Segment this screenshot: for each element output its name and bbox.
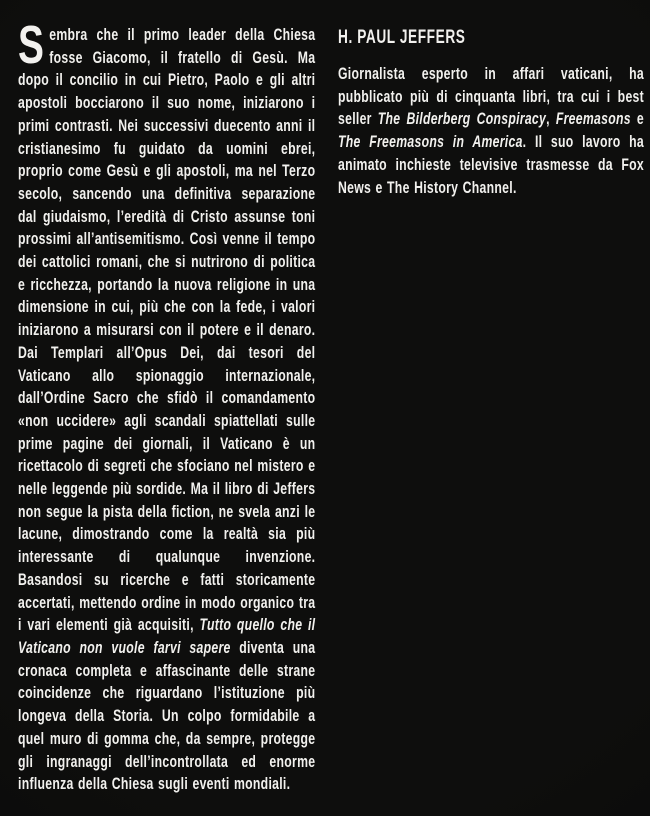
synopsis-text (18, 15, 316, 796)
bio-segment-3: e (630, 109, 645, 129)
synopsis-column (18, 15, 316, 796)
bio-book-title-bilderberg: The Bilderberg Conspiracy (377, 109, 547, 129)
book-title-mention: Tutto quello che il Vaticano non vuole farvi sapere (18, 615, 316, 657)
author-name-heading: H. PAUL JEFFERS (338, 27, 466, 48)
synopsis-segment-1: embra che il primo leader della Chiesa fosse Giacomo, il fratello di Gesù. Ma dopo il concilio in cui Pietro, Paolo e gli altri apostoli bocciarono il suo nome, iniziarono i primi contrasti. Nei successivi duecento anni il cristianesimo fu guidato da uomini ebrei, proprio come Gesù e gli apostoli, ma nel Terzo secolo, sancendo una definitiva separazione dal giudaismo, l’eredità di Cristo assunse toni prossimi all’antisemitismo. Così venne il tempo dei cattolici romani, che si nutrirono di politica e ricchezza, portando la nuova religione in una dimensione in cui, più che con la fede, i valori iniziarono a misurarsi con il potere e il denaro. Dai Templari all’Opus Dei, dai tesori del Vaticano allo spionaggio internazionale, dall’Ordine Sacro che sfidò il comandamento «non uccidere» agli scandali spiattellati sulle prime pagine dei giornali, il Vaticano è un ricettacolo di segreti che sfociano nel mistero e nelle leggende più sordide. Ma il libro di Jeffers non segue la pista della fiction, ne svela anzi le lacune, dimostrando come la realtà sia più interessante di qualunque invenzione. Basandosi su ricerche e fatti storicamente accertati, mettendo ordine in modo organico tra i vari elementi già acquisiti, (18, 25, 316, 635)
bio-segment-4: . Il suo lavoro ha animato inchieste televisive trasmesse da Fox News e The History Channel. (338, 132, 645, 197)
author-bio (338, 63, 644, 199)
synopsis-segment-2: diventa una cronaca completa e affascinante delle strane coincidenze che riguardano l’istituzione più longeva della Storia. Un colpo formidabile a quel muro di gomma che, da sempre, protegge gli ingranaggi dell’incontrollata ed enorme influenza della Chiesa sugli eventi mondiali. (18, 637, 316, 794)
bio-book-title-freemasons: Freemasons (555, 109, 631, 129)
drop-cap: S (18, 15, 45, 75)
bio-book-title-freemasons-america: The Freemasons in America (338, 132, 523, 152)
author-column (338, 24, 644, 199)
bio-segment-1: Giornalista esperto in affari vaticani, ha pubblicato più di cinquanta libri, tra cui i best seller (338, 64, 644, 129)
bio-segment-2: , (546, 109, 556, 129)
